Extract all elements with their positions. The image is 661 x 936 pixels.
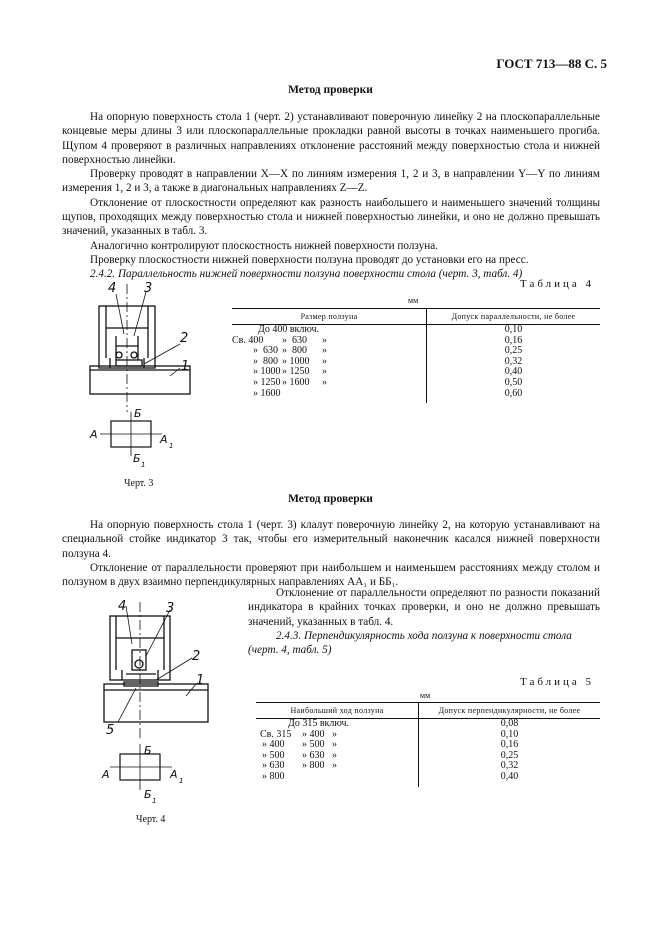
tolerance-value: 0,16	[427, 336, 601, 347]
table-row	[256, 761, 600, 772]
size-c: »	[322, 366, 327, 378]
label-a: А	[102, 768, 110, 781]
size-a: До 400 включ.	[258, 324, 320, 335]
size-b: » 630	[302, 749, 325, 761]
section-title-1: Метод проверки	[288, 84, 373, 96]
tolerance-value: 0,10	[419, 730, 601, 741]
size-c: »	[322, 345, 327, 357]
column-header: Допуск параллельности, не более	[427, 309, 601, 325]
table-5	[256, 702, 600, 787]
section-2-right-text	[248, 586, 600, 657]
tolerance-value: 0,32	[427, 357, 601, 368]
size-a: » 1600	[253, 387, 281, 399]
size-cell	[232, 389, 427, 400]
label-a1-sub: 1	[179, 777, 184, 785]
size-b: » 1250	[282, 366, 310, 378]
tolerance-value: 0,10	[427, 325, 601, 336]
size-a: » 1000	[253, 366, 281, 378]
label-2: 2	[192, 649, 201, 664]
label-4: 4	[108, 281, 117, 296]
tolerance-value: 0,32	[419, 761, 601, 772]
column-header: Размер ползуна	[232, 309, 427, 325]
paragraph: Отклонение от параллельности проверяют при наибольшем и наименьшем расстояниях между столом и ползуном в двух взаимно перпендикулярных направлениях АА₁ и ББ₁.	[62, 561, 600, 589]
size-cell	[232, 325, 427, 336]
label-3: 3	[166, 601, 175, 616]
size-c: »	[322, 355, 327, 367]
clause-heading: 2.4.2. Параллельность нижней поверхности ползуна поверхности стола (черт. 3, табл. 4)	[90, 268, 523, 281]
paragraph: Аналогично контролируют плоскостность нижней поверхности ползуна.	[90, 239, 438, 252]
label-b1-sub: 1	[141, 461, 146, 469]
table-4-label: Таблица 4	[520, 278, 595, 290]
size-c: »	[322, 334, 327, 346]
paragraph: Отклонение от плоскостности определяют как разность наибольшего и наименьшего значений толщины щупов, проходящих между поверхностью стола и нижней поверхностью линейки, и оно не должно превышать значений, указанных в табл. 3.	[62, 196, 600, 238]
section-1-text	[62, 110, 600, 282]
size-a: » 800	[253, 355, 278, 367]
size-cell	[256, 719, 419, 730]
size-a: » 500	[262, 749, 285, 761]
label-b1-sub: 1	[152, 797, 157, 805]
table-5-label: Таблица 5	[520, 676, 595, 688]
label-5: 5	[106, 723, 115, 738]
tolerance-value: 0,25	[419, 751, 601, 762]
size-cell	[256, 772, 419, 783]
size-c: »	[322, 376, 327, 388]
tolerance-value: 0,25	[427, 346, 601, 357]
tolerance-value: 0,50	[427, 378, 601, 389]
size-b: » 400	[302, 728, 325, 740]
label-2: 2	[180, 331, 189, 346]
paragraph: На опорную поверхность стола 1 (черт. 2) устанавливают поверочную линейку 2 на плоскопараллельные концевые меры длины 3 или плоскопараллельные прокладки равной высоты в точках наименьшего прогиба. Щупом 4 проверяют в различных направлениях отклонение расстояний между поверхностью стола и нижней поверхностью линейки.	[62, 111, 600, 166]
size-b: » 800	[282, 345, 307, 357]
size-a: » 630	[253, 345, 278, 357]
size-a: Св. 400	[232, 334, 264, 346]
page-header: ГОСТ 713—88 С. 5	[496, 56, 607, 71]
size-c: »	[332, 749, 337, 761]
figure-4	[96, 598, 216, 808]
label-4: 4	[118, 599, 127, 614]
label-b: Б	[134, 407, 142, 420]
table-5-units: мм	[420, 691, 431, 700]
paragraph: Проверку проводят в направлении X—X по линиям измерения 1, 2 и 3, в направлении Y—Y по линиям измерения 1, 2 и 3, а также в диагональных направлениях Z—Z.	[62, 168, 600, 195]
figure-3-caption: Черт. 3	[124, 478, 154, 489]
figure-3	[86, 280, 206, 470]
column-header: Допуск перпендикулярности, не более	[419, 703, 601, 719]
label-a1-sub: 1	[169, 442, 174, 450]
label-1: 1	[196, 673, 205, 688]
tolerance-value: 0,40	[419, 772, 601, 783]
label-a1: А	[170, 768, 178, 781]
table-4	[232, 308, 600, 403]
size-b: » 1600	[282, 376, 310, 388]
label-3: 3	[144, 281, 153, 296]
size-b: » 630	[282, 334, 307, 346]
table-row	[256, 719, 600, 730]
size-a: » 1250	[253, 376, 281, 388]
paragraph: Отклонение от параллельности определяют по разности показаний индикатора в крайних точках проверки, и оно не должно превышать значений, указанных в табл. 4.	[248, 587, 600, 628]
table-row	[232, 378, 600, 389]
label-b1: Б	[133, 452, 141, 465]
tolerance-value: 0,08	[419, 719, 601, 730]
tolerance-value: 0,16	[419, 740, 601, 751]
table-4-units: мм	[408, 296, 419, 305]
paragraph: Проверку плоскостности нижней поверхности ползуна проводят до установки его на пресс.	[90, 253, 529, 266]
tolerance-value: 0,40	[427, 367, 601, 378]
figure-4-caption: Черт. 4	[136, 814, 166, 825]
size-a: До 315 включ.	[288, 718, 350, 729]
size-a: » 800	[262, 770, 285, 782]
tolerance-value: 0,60	[427, 389, 601, 400]
label-a1: А	[160, 433, 168, 446]
label-a: А	[90, 428, 98, 441]
paragraph: На опорную поверхность стола 1 (черт. 3) клалут поверочную линейку 2, на которую устанавливают на специальной стойке индикатор 3 так, чтобы его измерительный наконечник касался нижней поверхности ползуна 4.	[62, 519, 600, 560]
label-1: 1	[181, 359, 190, 374]
size-a: » 630	[262, 760, 285, 772]
section-2-text	[62, 518, 600, 589]
label-b: Б	[144, 744, 152, 757]
section-title-2: Метод проверки	[288, 493, 373, 505]
size-c: »	[332, 728, 337, 740]
table-row	[256, 772, 600, 783]
size-cell	[232, 378, 427, 389]
clause-heading: 2.4.3. Перпендикулярность хода ползуна к поверхности стола (черт. 4, табл. 5)	[248, 629, 572, 657]
size-a: Св. 315	[260, 728, 292, 740]
size-a: » 400	[262, 739, 285, 751]
size-b: » 1000	[282, 355, 310, 367]
size-c: »	[332, 739, 337, 751]
table-row	[232, 389, 600, 400]
size-c: »	[332, 760, 337, 772]
size-b: » 500	[302, 739, 325, 751]
size-b: » 800	[302, 760, 325, 772]
column-header: Наибольший ход ползуна	[256, 703, 419, 719]
label-b1: Б	[144, 788, 152, 801]
table-row	[232, 325, 600, 336]
